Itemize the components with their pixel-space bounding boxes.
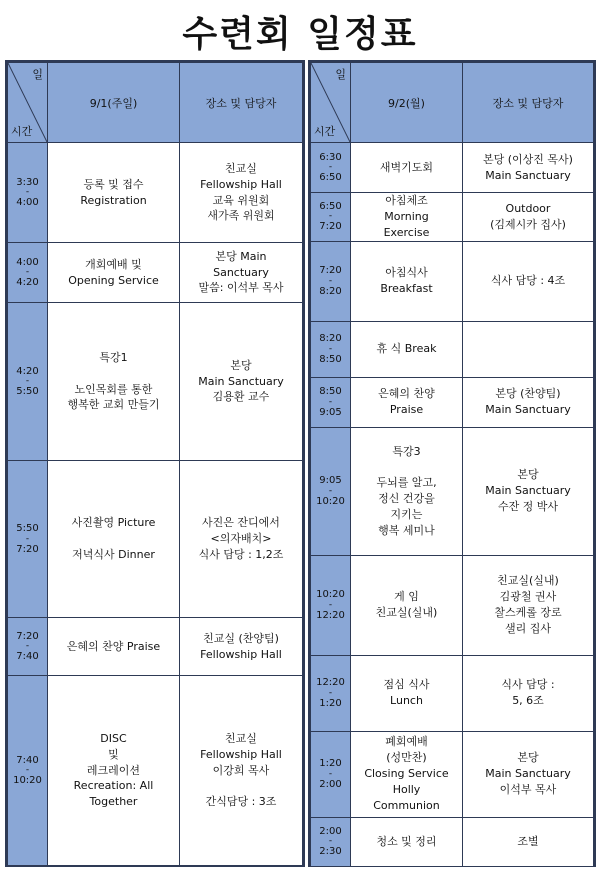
time-slot: 7:20 - 8:20 — [311, 241, 351, 321]
place-text: 본당 Main Sanctuary 이석부 목사 — [485, 751, 571, 797]
time-slot: 8:50 - 9:05 — [311, 377, 351, 427]
event-text: 은혜의 찬양 Praise — [66, 639, 161, 653]
day1-schedule-table — [5, 60, 305, 867]
day2-schedule-table — [308, 60, 596, 867]
time-slot: 6:50 - 7:20 — [311, 193, 351, 242]
time-slot: 8:20 - 8:50 — [311, 321, 351, 377]
place-text: 친교실(실내) 김광철 권사 찰스케롤 장로 샐리 집사 — [494, 574, 562, 636]
schedule-row — [311, 193, 594, 242]
place-text: 본당 (찬양팀) Main Sanctuary — [485, 387, 571, 417]
schedule-row — [311, 241, 594, 321]
day-label: 일 — [32, 68, 43, 81]
schedule-row — [8, 243, 303, 303]
corner-header — [8, 63, 48, 143]
time-slot: 4:20 - 5:50 — [8, 303, 48, 461]
place-text: 조별 — [517, 834, 539, 848]
event-text: 은혜의 찬양 Praise — [378, 387, 435, 417]
schedule-row — [311, 555, 594, 655]
time-slot: 1:20 - 2:00 — [311, 731, 351, 817]
schedule-row — [311, 321, 594, 377]
time-slot: 5:50 - 7:20 — [8, 461, 48, 618]
place-text: 본당 Main Sanctuary 김용환 교수 — [198, 358, 284, 404]
date-header: 9/1(주일) — [48, 63, 180, 143]
corner-header — [311, 63, 351, 143]
time-slot: 4:00 - 4:20 — [8, 243, 48, 303]
schedule-row — [311, 377, 594, 427]
schedule-row — [8, 461, 303, 618]
event-text: 특강1 노인목회를 통한 행복한 교회 만들기 — [67, 350, 160, 412]
schedule-row — [311, 731, 594, 817]
time-slot: 7:40 - 10:20 — [8, 676, 48, 866]
event-text: 새벽기도회 — [379, 160, 434, 174]
time-label: 시간 — [11, 125, 33, 138]
schedule-row — [311, 427, 594, 555]
page-title: 수련회 일정표 — [182, 14, 418, 55]
event-text: 게 임 친교실(실내) — [375, 590, 438, 620]
event-text: 점심 식사 Lunch — [383, 678, 430, 708]
time-slot: 12:20 - 1:20 — [311, 655, 351, 731]
event-text: 개회예배 및 Opening Service — [68, 257, 159, 287]
event-text: 청소 및 정리 — [376, 834, 437, 848]
schedule-row — [311, 143, 594, 193]
day-label: 일 — [335, 68, 346, 81]
place-text: 식사 담당 : 5, 6조 — [501, 678, 555, 708]
event-text: DISC 및 레크레이션 Recreation: All Together — [73, 731, 154, 809]
place-text: 친교실 (찬양팀) Fellowship Hall — [200, 631, 282, 661]
time-slot: 3:30 - 4:00 — [8, 143, 48, 243]
place-text: 사진은 잔디에서 <의자배치> 식사 담당 : 1,2조 — [198, 516, 284, 561]
place-text: 친교실 Fellowship Hall 이강희 목사 간식담당 : 3조 — [200, 731, 282, 809]
place-text: 본당 Main Sanctuary 말씀: 이석부 목사 — [198, 249, 284, 295]
time-slot: 2:00 - 2:30 — [311, 817, 351, 866]
schedule-row — [311, 817, 594, 866]
time-slot: 7:20 - 7:40 — [8, 618, 48, 676]
place-header: 장소 및 담당자 — [463, 63, 594, 143]
place-header: 장소 및 담당자 — [180, 63, 303, 143]
event-text: 휴 식 Break — [376, 342, 437, 356]
time-label: 시간 — [314, 125, 336, 138]
event-text: 아침식사 Breakfast — [380, 266, 433, 296]
date-header: 9/2(월) — [351, 63, 463, 143]
event-text: 사진촬영 Picture 저녁식사 Dinner — [71, 516, 156, 561]
place-text: 친교실 Fellowship Hall 교육 위원회 새가족 위원회 — [200, 161, 282, 223]
event-text: 특강3 두뇌를 알고, 정신 건강을 지키는 행복 세미나 — [376, 444, 437, 538]
place-text: Outdoor (김제시카 집사) — [490, 201, 566, 231]
place-text: 본당 Main Sanctuary 수잔 정 박사 — [485, 468, 571, 514]
schedule-row — [311, 655, 594, 731]
event-text: 아침체조 Morning Exercise — [383, 194, 430, 239]
schedule-row — [8, 676, 303, 866]
place-text: 본당 (이상진 목사) Main Sanctuary — [483, 152, 573, 182]
event-text: 폐회예배 (성만찬) Closing Service Holly Communion — [364, 735, 449, 813]
schedule-row — [8, 303, 303, 461]
time-slot: 10:20 - 12:20 — [311, 555, 351, 655]
schedule-row — [8, 618, 303, 676]
time-slot: 9:05 - 10:20 — [311, 427, 351, 555]
schedule-row — [8, 143, 303, 243]
place-text: 식사 담당 : 4조 — [490, 274, 566, 288]
event-text: 등록 및 접수 Registration — [80, 177, 147, 207]
time-slot: 6:30 - 6:50 — [311, 143, 351, 193]
